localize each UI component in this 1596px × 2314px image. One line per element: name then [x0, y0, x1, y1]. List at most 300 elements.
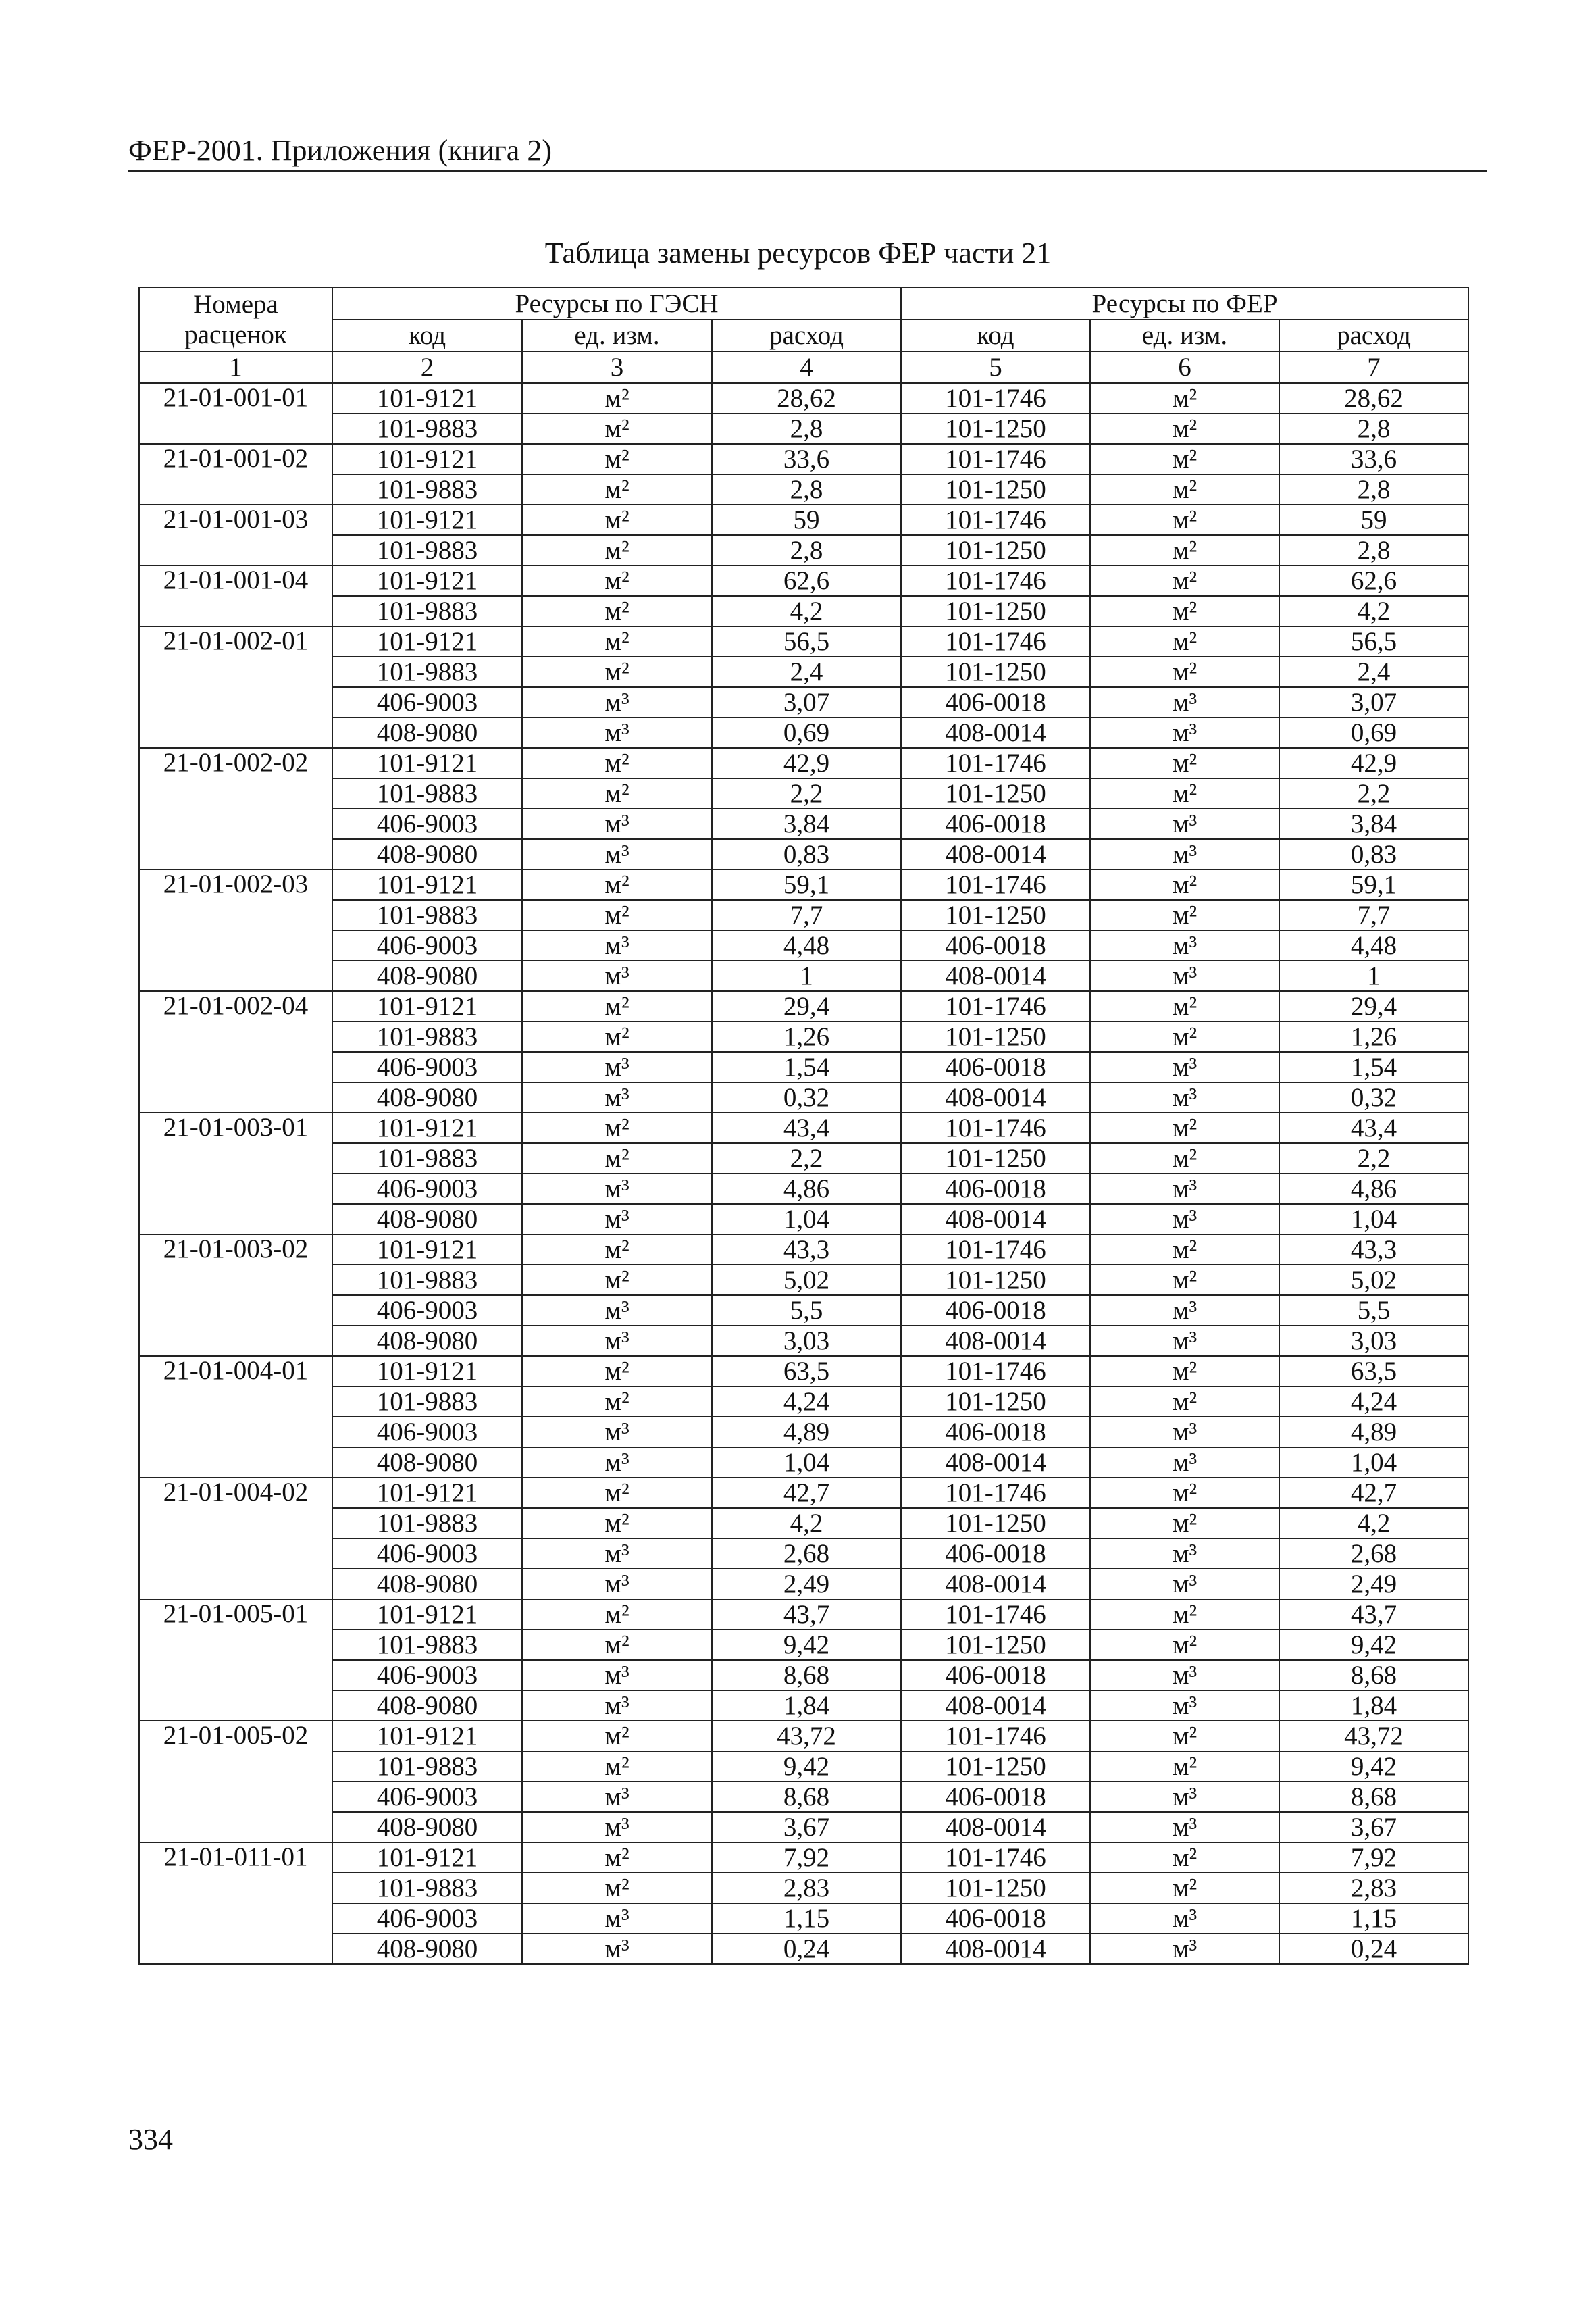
fer-code-cell: 101-1250: [901, 596, 1090, 626]
rate-numbers-header: Номера расценок: [139, 288, 332, 351]
fer-unit-cell: м²: [1090, 1356, 1279, 1386]
fer-consumption-cell: 0,32: [1279, 1082, 1468, 1113]
column-number: 3: [522, 351, 712, 383]
fer-consumption-cell: 9,42: [1279, 1751, 1468, 1782]
table-row: [139, 1934, 1468, 1964]
gesn-unit-cell: м²: [522, 596, 712, 626]
gesn-code-cell: 406-9003: [332, 1174, 522, 1204]
fer-unit-cell: м³: [1090, 1690, 1279, 1721]
gesn-unit-cell: м²: [522, 1630, 712, 1660]
fer-code-cell: 406-0018: [901, 1417, 1090, 1447]
fer-code-cell: 406-0018: [901, 930, 1090, 961]
table-row: [139, 809, 1468, 839]
fer-code-cell: 408-0014: [901, 1569, 1090, 1599]
fer-code-cell: 101-1746: [901, 1842, 1090, 1873]
gesn-consumption-cell: 2,83: [712, 1873, 901, 1903]
fer-consumption-cell: 2,4: [1279, 657, 1468, 687]
gesn-consumption-cell: 56,5: [712, 626, 901, 657]
gesn-code-cell: 101-9121: [332, 870, 522, 900]
table-row: [139, 474, 1468, 505]
fer-unit-cell: м³: [1090, 1569, 1279, 1599]
table-row: [139, 1113, 1468, 1143]
fer-unit-cell: м²: [1090, 1113, 1279, 1143]
table-row: [139, 1478, 1468, 1508]
gesn-consumption-cell: 1,04: [712, 1447, 901, 1478]
table-row: [139, 1356, 1468, 1386]
fer-consumption-cell: 4,86: [1279, 1174, 1468, 1204]
gesn-consumption-cell: 4,2: [712, 1508, 901, 1538]
fer-consumption-cell: 0,69: [1279, 718, 1468, 748]
fer-unit-cell: м²: [1090, 1873, 1279, 1903]
fer-code-cell: 101-1250: [901, 778, 1090, 809]
fer-consumption-cell: 4,2: [1279, 1508, 1468, 1538]
fer-code-cell: 101-1746: [901, 505, 1090, 535]
gesn-consumption-cell: 42,9: [712, 748, 901, 778]
gesn-code-cell: 101-9883: [332, 1386, 522, 1417]
fer-unit-cell: м²: [1090, 596, 1279, 626]
fer-consumption-cell: 56,5: [1279, 626, 1468, 657]
gesn-unit-cell: м³: [522, 1204, 712, 1234]
fer-code-cell: 101-1746: [901, 1356, 1090, 1386]
fer-code-cell: 101-1746: [901, 383, 1090, 413]
gesn-code-cell: 406-9003: [332, 809, 522, 839]
fer-consumption-cell: 5,02: [1279, 1265, 1468, 1295]
gesn-resources-header: Ресурсы по ГЭСН: [332, 288, 901, 320]
fer-code-cell: 101-1746: [901, 748, 1090, 778]
fer-unit-cell: м³: [1090, 1538, 1279, 1569]
fer-consumption-cell: 3,67: [1279, 1812, 1468, 1842]
gesn-consumption-cell: 59,1: [712, 870, 901, 900]
rate-number-cell: 21-01-002-01: [139, 626, 332, 748]
table-row: [139, 626, 1468, 657]
fer-code-cell: 406-0018: [901, 1538, 1090, 1569]
gesn-unit-cell: м²: [522, 444, 712, 474]
table-row: [139, 1447, 1468, 1478]
fer-consumption-cell: 43,4: [1279, 1113, 1468, 1143]
fer-consumption-cell: 28,62: [1279, 383, 1468, 413]
fer-code-cell: 101-1250: [901, 1386, 1090, 1417]
fer-unit-cell: м²: [1090, 1630, 1279, 1660]
fer-code-cell: 406-0018: [901, 1782, 1090, 1812]
table-row: [139, 1417, 1468, 1447]
gesn-consumption-cell: 43,72: [712, 1721, 901, 1751]
gesn-consumption-cell: 62,6: [712, 565, 901, 596]
fer-unit-cell: м²: [1090, 1842, 1279, 1873]
fer-code-cell: 101-1250: [901, 1873, 1090, 1903]
rate-number-cell: 21-01-003-01: [139, 1113, 332, 1234]
fer-consumption-cell: 1,04: [1279, 1447, 1468, 1478]
resource-replacement-table: [138, 287, 1469, 1965]
gesn-unit-cell: м²: [522, 1356, 712, 1386]
table-row: [139, 1721, 1468, 1751]
gesn-code-cell: 406-9003: [332, 687, 522, 718]
gesn-unit-cell: м³: [522, 687, 712, 718]
gesn-unit-cell: м³: [522, 1934, 712, 1964]
gesn-unit-cell: м³: [522, 1447, 712, 1478]
fer-consumption-cell: 62,6: [1279, 565, 1468, 596]
gesn-unit-cell: м²: [522, 565, 712, 596]
gesn-code-cell: 101-9883: [332, 1508, 522, 1538]
fer-consumption-cell: 4,24: [1279, 1386, 1468, 1417]
fer-unit-cell: м³: [1090, 1934, 1279, 1964]
table-row: [139, 1842, 1468, 1873]
fer-unit-cell: м³: [1090, 687, 1279, 718]
fer-unit-cell: м²: [1090, 626, 1279, 657]
table-row: [139, 1204, 1468, 1234]
fer-code-cell: 101-1250: [901, 1751, 1090, 1782]
gesn-code-cell: 101-9121: [332, 626, 522, 657]
table-row: [139, 1295, 1468, 1326]
gesn-consumption-cell: 3,03: [712, 1326, 901, 1356]
column-number: 4: [712, 351, 901, 383]
gesn-unit-cell: м³: [522, 809, 712, 839]
fer-consumption-cell: 2,68: [1279, 1538, 1468, 1569]
fer-unit-cell: м²: [1090, 535, 1279, 565]
table-row: [139, 505, 1468, 535]
gesn-unit-cell: м²: [522, 657, 712, 687]
fer-consumption-cell: 2,8: [1279, 535, 1468, 565]
gesn-code-cell: 101-9121: [332, 505, 522, 535]
gesn-code-cell: 101-9121: [332, 1234, 522, 1265]
gesn-consumption-cell: 4,2: [712, 596, 901, 626]
gesn-code-cell: 101-9883: [332, 657, 522, 687]
fer-consumption-cell: 4,48: [1279, 930, 1468, 961]
gesn-code-cell: 101-9883: [332, 1630, 522, 1660]
gesn-code-cell: 408-9080: [332, 961, 522, 991]
table-row: [139, 687, 1468, 718]
table-row: [139, 1143, 1468, 1174]
table-row: [139, 1174, 1468, 1204]
fer-unit-cell: м³: [1090, 1295, 1279, 1326]
gesn-code-cell: 101-9121: [332, 1721, 522, 1751]
fer-consumption-cell: 1,84: [1279, 1690, 1468, 1721]
fer-code-cell: 408-0014: [901, 1447, 1090, 1478]
gesn-consumption-cell: 28,62: [712, 383, 901, 413]
fer-consumption-cell: 3,84: [1279, 809, 1468, 839]
gesn-consumption-cell: 5,02: [712, 1265, 901, 1295]
fer-unit-cell: м³: [1090, 1417, 1279, 1447]
gesn-unit-cell: м²: [522, 1234, 712, 1265]
table-row: [139, 991, 1468, 1022]
fer-consumption-cell: 2,83: [1279, 1873, 1468, 1903]
gesn-code-cell: 101-9121: [332, 1478, 522, 1508]
fer-unit-cell: м³: [1090, 1782, 1279, 1812]
fer-code-cell: 101-1250: [901, 413, 1090, 444]
fer-code-cell: 101-1746: [901, 870, 1090, 900]
fer-unit-cell: м²: [1090, 444, 1279, 474]
gesn-unit-cell: м²: [522, 1478, 712, 1508]
gesn-code-cell: 408-9080: [332, 1326, 522, 1356]
gesn-consumption-header: расход: [712, 320, 901, 351]
fer-code-cell: 406-0018: [901, 1903, 1090, 1934]
fer-consumption-cell: 29,4: [1279, 991, 1468, 1022]
gesn-unit-cell: м²: [522, 383, 712, 413]
gesn-code-cell: 101-9121: [332, 444, 522, 474]
fer-code-cell: 408-0014: [901, 1082, 1090, 1113]
gesn-consumption-cell: 9,42: [712, 1630, 901, 1660]
table-row: [139, 1690, 1468, 1721]
gesn-consumption-cell: 2,4: [712, 657, 901, 687]
column-number: 2: [332, 351, 522, 383]
gesn-code-cell: 101-9883: [332, 596, 522, 626]
rate-number-cell: 21-01-003-02: [139, 1234, 332, 1356]
table-row: [139, 383, 1468, 413]
table-row: [139, 1508, 1468, 1538]
fer-consumption-cell: 1,15: [1279, 1903, 1468, 1934]
fer-consumption-cell: 8,68: [1279, 1660, 1468, 1690]
gesn-consumption-cell: 3,84: [712, 809, 901, 839]
table-row: [139, 839, 1468, 870]
gesn-unit-cell: м³: [522, 718, 712, 748]
gesn-code-cell: 101-9883: [332, 1751, 522, 1782]
gesn-unit-cell: м²: [522, 1751, 712, 1782]
gesn-code-cell: 101-9121: [332, 1842, 522, 1873]
gesn-code-cell: 406-9003: [332, 1903, 522, 1934]
gesn-consumption-cell: 1,26: [712, 1022, 901, 1052]
gesn-unit-cell: м²: [522, 991, 712, 1022]
gesn-consumption-cell: 29,4: [712, 991, 901, 1022]
gesn-code-cell: 408-9080: [332, 718, 522, 748]
rate-number-cell: 21-01-002-03: [139, 870, 332, 991]
fer-unit-cell: м³: [1090, 718, 1279, 748]
rate-number-cell: 21-01-002-04: [139, 991, 332, 1113]
fer-unit-cell: м²: [1090, 1721, 1279, 1751]
fer-consumption-cell: 2,2: [1279, 1143, 1468, 1174]
gesn-unit-cell: м³: [522, 1295, 712, 1326]
fer-consumption-cell: 42,7: [1279, 1478, 1468, 1508]
fer-unit-cell: м²: [1090, 657, 1279, 687]
table-row: [139, 718, 1468, 748]
column-number: 6: [1090, 351, 1279, 383]
table-row: [139, 1599, 1468, 1630]
fer-code-cell: 101-1746: [901, 1599, 1090, 1630]
table-row: [139, 870, 1468, 900]
table-row: [139, 1234, 1468, 1265]
fer-code-cell: 408-0014: [901, 1326, 1090, 1356]
gesn-code-cell: 101-9121: [332, 1356, 522, 1386]
fer-code-cell: 101-1250: [901, 474, 1090, 505]
table-row: [139, 565, 1468, 596]
rate-number-cell: 21-01-005-02: [139, 1721, 332, 1842]
gesn-consumption-cell: 3,07: [712, 687, 901, 718]
fer-consumption-cell: 59,1: [1279, 870, 1468, 900]
gesn-consumption-cell: 0,24: [712, 1934, 901, 1964]
gesn-consumption-cell: 4,86: [712, 1174, 901, 1204]
gesn-consumption-cell: 2,68: [712, 1538, 901, 1569]
fer-consumption-cell: 63,5: [1279, 1356, 1468, 1386]
gesn-code-cell: 406-9003: [332, 1538, 522, 1569]
fer-unit-cell: м²: [1090, 474, 1279, 505]
gesn-unit-cell: м³: [522, 1782, 712, 1812]
rate-number-cell: 21-01-001-02: [139, 444, 332, 505]
gesn-unit-cell: м³: [522, 1660, 712, 1690]
fer-consumption-cell: 5,5: [1279, 1295, 1468, 1326]
fer-unit-cell: м²: [1090, 1508, 1279, 1538]
gesn-consumption-cell: 2,49: [712, 1569, 901, 1599]
fer-unit-cell: м²: [1090, 748, 1279, 778]
gesn-consumption-cell: 5,5: [712, 1295, 901, 1326]
table-row: [139, 657, 1468, 687]
gesn-consumption-cell: 33,6: [712, 444, 901, 474]
rate-number-cell: 21-01-004-02: [139, 1478, 332, 1599]
gesn-consumption-cell: 1,15: [712, 1903, 901, 1934]
fer-resources-header: Ресурсы по ФЕР: [901, 288, 1468, 320]
fer-unit-cell: м³: [1090, 1447, 1279, 1478]
fer-code-cell: 101-1250: [901, 535, 1090, 565]
gesn-unit-cell: м²: [522, 1265, 712, 1295]
fer-code-cell: 101-1250: [901, 1265, 1090, 1295]
column-number: 7: [1279, 351, 1468, 383]
table-row: [139, 596, 1468, 626]
fer-consumption-cell: 1,54: [1279, 1052, 1468, 1082]
fer-code-cell: 406-0018: [901, 1295, 1090, 1326]
gesn-code-cell: 408-9080: [332, 839, 522, 870]
table-row: [139, 1022, 1468, 1052]
fer-code-cell: 101-1250: [901, 1022, 1090, 1052]
gesn-unit-cell: м²: [522, 1143, 712, 1174]
gesn-code-cell: 406-9003: [332, 1295, 522, 1326]
fer-consumption-cell: 43,72: [1279, 1721, 1468, 1751]
fer-unit-cell: м³: [1090, 930, 1279, 961]
column-number: 5: [901, 351, 1090, 383]
gesn-consumption-cell: 42,7: [712, 1478, 901, 1508]
gesn-code-cell: 101-9121: [332, 1599, 522, 1630]
gesn-unit-cell: м²: [522, 748, 712, 778]
gesn-unit-cell: м³: [522, 1538, 712, 1569]
gesn-consumption-cell: 0,32: [712, 1082, 901, 1113]
fer-unit-cell: м²: [1090, 383, 1279, 413]
fer-code-cell: 408-0014: [901, 1204, 1090, 1234]
fer-unit-cell: м³: [1090, 809, 1279, 839]
table-row: [139, 1812, 1468, 1842]
gesn-code-cell: 406-9003: [332, 1660, 522, 1690]
gesn-unit-cell: м²: [522, 1022, 712, 1052]
gesn-unit-cell: м²: [522, 1842, 712, 1873]
fer-code-cell: 101-1250: [901, 900, 1090, 930]
fer-code-cell: 406-0018: [901, 1052, 1090, 1082]
table-row: [139, 778, 1468, 809]
fer-consumption-cell: 2,2: [1279, 778, 1468, 809]
rate-number-cell: 21-01-001-03: [139, 505, 332, 565]
fer-code-cell: 101-1746: [901, 565, 1090, 596]
gesn-consumption-cell: 9,42: [712, 1751, 901, 1782]
page-number: 334: [128, 2123, 173, 2156]
gesn-consumption-cell: 1,04: [712, 1204, 901, 1234]
gesn-unit-cell: м²: [522, 474, 712, 505]
rate-number-cell: 21-01-004-01: [139, 1356, 332, 1478]
fer-unit-cell: м²: [1090, 1022, 1279, 1052]
table-row: [139, 1538, 1468, 1569]
table-row: [139, 1660, 1468, 1690]
gesn-consumption-cell: 43,7: [712, 1599, 901, 1630]
fer-unit-cell: м²: [1090, 413, 1279, 444]
gesn-consumption-cell: 43,3: [712, 1234, 901, 1265]
gesn-unit-cell: м²: [522, 505, 712, 535]
fer-consumption-cell: 3,03: [1279, 1326, 1468, 1356]
gesn-unit-cell: м²: [522, 1873, 712, 1903]
fer-unit-cell: м³: [1090, 1174, 1279, 1204]
gesn-unit-cell: м²: [522, 1721, 712, 1751]
fer-code-cell: 406-0018: [901, 1660, 1090, 1690]
fer-consumption-cell: 7,92: [1279, 1842, 1468, 1873]
gesn-unit-cell: м³: [522, 1690, 712, 1721]
gesn-unit-cell: м³: [522, 1569, 712, 1599]
table-row: [139, 1903, 1468, 1934]
fer-code-cell: 101-1746: [901, 444, 1090, 474]
gesn-code-cell: 408-9080: [332, 1204, 522, 1234]
fer-unit-cell: м³: [1090, 1812, 1279, 1842]
gesn-code-cell: 406-9003: [332, 930, 522, 961]
fer-code-cell: 101-1250: [901, 1630, 1090, 1660]
gesn-unit-cell: м²: [522, 413, 712, 444]
gesn-consumption-cell: 7,92: [712, 1842, 901, 1873]
table-row: [139, 1265, 1468, 1295]
gesn-unit-cell: м³: [522, 930, 712, 961]
gesn-unit-cell: м³: [522, 839, 712, 870]
fer-code-cell: 101-1746: [901, 1113, 1090, 1143]
gesn-unit-cell: м³: [522, 1082, 712, 1113]
gesn-consumption-cell: 59: [712, 505, 901, 535]
gesn-consumption-cell: 1,54: [712, 1052, 901, 1082]
gesn-consumption-cell: 4,48: [712, 930, 901, 961]
fer-consumption-cell: 59: [1279, 505, 1468, 535]
fer-unit-cell: м²: [1090, 1751, 1279, 1782]
fer-consumption-cell: 2,49: [1279, 1569, 1468, 1599]
table-row: [139, 535, 1468, 565]
gesn-code-cell: 101-9883: [332, 1873, 522, 1903]
fer-consumption-cell: 1: [1279, 961, 1468, 991]
gesn-unit-cell: м²: [522, 1386, 712, 1417]
table-row: [139, 413, 1468, 444]
gesn-consumption-cell: 2,2: [712, 778, 901, 809]
fer-unit-cell: м²: [1090, 1265, 1279, 1295]
fer-consumption-cell: 0,83: [1279, 839, 1468, 870]
gesn-code-cell: 101-9883: [332, 535, 522, 565]
column-number: 1: [139, 351, 332, 383]
table-row: [139, 1082, 1468, 1113]
gesn-code-cell: 408-9080: [332, 1082, 522, 1113]
gesn-unit-cell: м³: [522, 1326, 712, 1356]
fer-unit-cell: м²: [1090, 1599, 1279, 1630]
fer-consumption-cell: 4,2: [1279, 596, 1468, 626]
gesn-consumption-cell: 1: [712, 961, 901, 991]
fer-unit-cell: м²: [1090, 991, 1279, 1022]
fer-code-cell: 406-0018: [901, 809, 1090, 839]
gesn-unit-cell: м²: [522, 900, 712, 930]
gesn-code-cell: 101-9883: [332, 778, 522, 809]
gesn-code-cell: 406-9003: [332, 1417, 522, 1447]
fer-consumption-cell: 2,8: [1279, 413, 1468, 444]
fer-code-header: код: [901, 320, 1090, 351]
gesn-code-cell: 101-9121: [332, 748, 522, 778]
fer-unit-cell: м²: [1090, 778, 1279, 809]
gesn-consumption-cell: 0,83: [712, 839, 901, 870]
gesn-consumption-cell: 1,84: [712, 1690, 901, 1721]
gesn-code-cell: 101-9121: [332, 991, 522, 1022]
fer-unit-cell: м²: [1090, 505, 1279, 535]
gesn-code-cell: 101-9883: [332, 1265, 522, 1295]
header-rule: [128, 170, 1487, 172]
gesn-unit-cell: м³: [522, 1174, 712, 1204]
table-row: [139, 1326, 1468, 1356]
fer-unit-cell: м²: [1090, 900, 1279, 930]
fer-code-cell: 101-1746: [901, 1721, 1090, 1751]
table-row: [139, 900, 1468, 930]
fer-consumption-cell: 0,24: [1279, 1934, 1468, 1964]
gesn-code-cell: 408-9080: [332, 1447, 522, 1478]
table-row: [139, 1751, 1468, 1782]
fer-code-cell: 101-1250: [901, 657, 1090, 687]
